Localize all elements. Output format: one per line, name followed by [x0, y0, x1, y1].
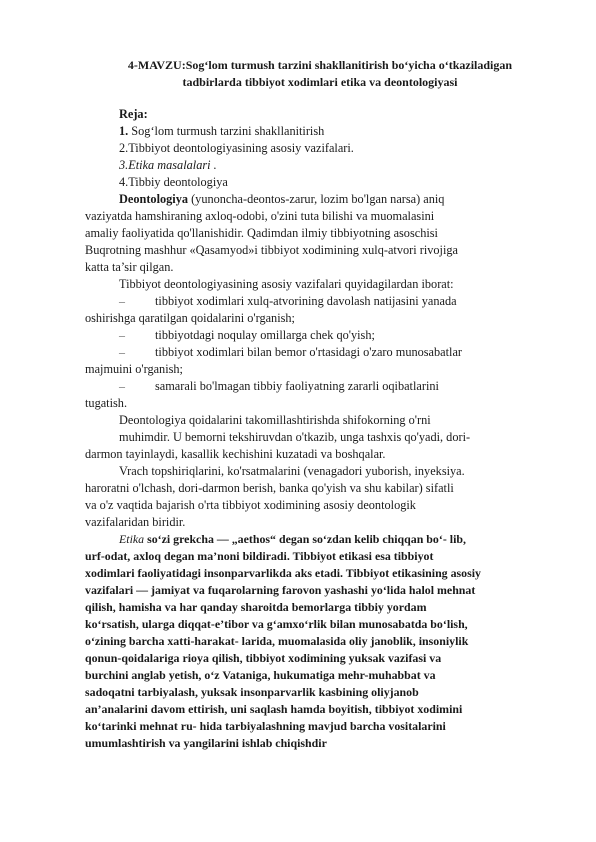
paragraph-1-line-1: [119, 191, 444, 208]
bullet-1-line-2: oshirishga qaratilgan qoidalarini o'rganish;: [85, 311, 295, 325]
bullet-3-line-1: tibbiyot xodimlari bilan bemor o'rtasidagi o'zaro munosabatlar: [155, 345, 462, 359]
plan-item-3: 3.Etika masalalari .: [119, 158, 217, 172]
paragraph-1-line-3: amaliy faoliyatida qo'llanishidir. Qadimdan ilmiy tibbiyotning asoschisi: [85, 226, 438, 240]
paragraph-5-line-1-text: so‘zi grekcha — „aethos“ degan so‘zdan kelib chiqqan bo‘- lib,: [144, 532, 466, 546]
paragraph-5-line-13: umumlashtirish va yangilarini ishlab chiqishdir: [85, 736, 327, 750]
paragraph-5-line-9: burchini anglab yetish, o‘z Vataniga, hukumatiga mehr-muhabbat va: [85, 668, 436, 682]
paragraph-5-line-7: o‘zining barcha xatti-harakat- larida, muomalasida oliy janoblik, insoniylik: [85, 634, 469, 648]
paragraph-3-line-3: darmon tayinlaydi, kasallik kechishini kuzatadi va boshqalar.: [85, 447, 386, 461]
paragraph-4-line-1: Vrach topshiriqlarini, ko'rsatmalarini (venagadori yuborish, inyeksiya.: [119, 464, 465, 478]
paragraph-5-line-5: qilish, hamisha va har qanday sharoitda bemorlarga tibbiy yordam: [85, 600, 427, 614]
plan-item-1-text: Sog‘lom turmush tarzini shakllanitirish: [128, 124, 325, 138]
bullet-1-line-1: tibbiyot xodimlari xulq-atvorining davolash natijasini yanada: [155, 294, 457, 308]
bullet-4-line-1: samarali bo'lmagan tibbiy faoliyatning zararli oqibatlarini: [155, 379, 439, 393]
paragraph-5-line-4: vazifalari — jamiyat va fuqarolarning farovon yashashi yo‘lida halol mehnat: [85, 583, 476, 597]
bullet-dash-3: –: [119, 345, 125, 359]
bullet-dash-2: –: [119, 328, 125, 342]
paragraph-5-line-12: ko‘tarinki mehnat ru- hida tarbiyalashning mavjud barcha vositalarini: [85, 719, 446, 733]
paragraph-4-line-3: va o'z vaqtida bajarish o'rta tibbiyot xodimining asosiy deontologik: [85, 498, 416, 512]
bullet-dash-1: –: [119, 294, 125, 308]
bullet-4-line-2: tugatish.: [85, 396, 128, 410]
bullet-2: tibbiyotdagi noqulay omillarga chek qo'yish;: [155, 328, 375, 342]
title-line-1: 4-MAVZU:Sog‘lom turmush tarzini shakllanitirish bo‘yicha o‘tkaziladigan: [127, 58, 513, 72]
plan-item-1-number: 1.: [119, 124, 129, 138]
plan-item-2: 2.Tibbiyot deontologiyasining asosiy vazifalari.: [119, 141, 354, 155]
paragraph-3-line-1: Deontologiya qoidalarini takomillashtirishda shifokorning o'rni: [119, 413, 431, 427]
plan-item-1: [119, 123, 324, 140]
paragraph-5-line-8: qonun-qoidalariga rioya qilish, tibbiyot xodimining yuksak vazifasi va: [85, 651, 442, 665]
etika-term: Etika: [119, 532, 145, 546]
paragraph-5-line-2: urf-odat, axloq degan ma’noni bildiradi. Tibbiyot etikasi esa tibbiyot: [85, 549, 434, 563]
deontologiya-term: Deontologiya: [119, 192, 188, 206]
paragraph-5-line-3: xodimlari faoliyatidagi insonparvarlikda aks etadi. Tibbiyot etikasining asosiy: [85, 566, 481, 580]
paragraph-2: Tibbiyot deontologiyasining asosiy vazifalari quyidagilardan iborat:: [119, 277, 454, 291]
paragraph-3-line-2: muhimdir. U bemorni tekshiruvdan o'tkazib, unga tashxis qo'yadi, dori-: [119, 430, 471, 444]
paragraph-5-line-6: ko‘rsatish, ularga diqqat-e’tibor va g‘amxo‘rlik bilan munosabatda bo‘lish,: [85, 617, 468, 631]
plan-item-4: 4.Tibbiy deontologiya: [119, 175, 228, 189]
paragraph-1-line-4: Buqrotning mashhur «Qasamyod»i tibbiyot xodimining xulq-atvori rivojiga: [85, 243, 458, 257]
paragraph-5-line-1: [119, 531, 466, 548]
bullet-3-line-2: majmuini o'rganish;: [85, 362, 183, 376]
plan-heading: Reja:: [119, 107, 148, 121]
paragraph-1-line-5: katta ta’sir qilgan.: [85, 260, 174, 274]
paragraph-4-line-2: haroratni o'lchash, dori-darmon berish, banka qo'yish va shu kabilar) sifatli: [85, 481, 454, 495]
paragraph-1-line-2: vaziyatda hamshiraning axloq-odobi, o'zini tuta bilishi va muomalasini: [85, 209, 435, 223]
paragraph-5-line-11: an’analarini davom ettirish, uni saqlash hamda boyitish, tibbiyot xodimini: [85, 702, 463, 716]
document-title: [60, 57, 580, 91]
paragraph-1-line-1-text: (yunoncha-deontos-zarur, lozim bo'lgan narsa) aniq: [188, 192, 445, 206]
paragraph-4-line-4: vazifalaridan biridir.: [85, 515, 186, 529]
bullet-dash-4: –: [119, 379, 125, 393]
title-line-2: tadbirlarda tibbiyot xodimlari etika va deontologiyasi: [182, 75, 458, 89]
paragraph-5-line-10: sadoqatni tarbiyalash, yuksak insonparvarlik kasbining oliyjanob: [85, 685, 419, 699]
